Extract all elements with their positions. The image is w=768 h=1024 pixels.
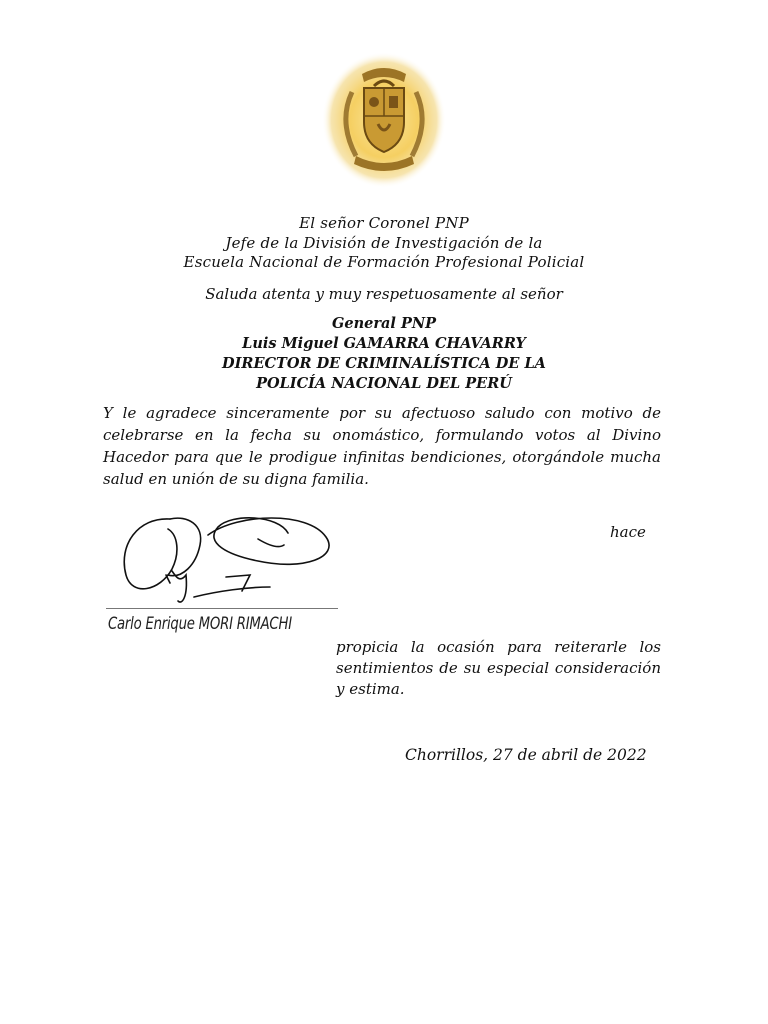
- body-paragraph: Y le agradece sinceramente por su afectuoso saludo con motivo de celebrarse en la fecha su onomástico, formulando votos al Divino Hacedor para que le prodigue infinitas bendiciones, otorgándole mucha salud en unión de su digna familia.: [103, 404, 661, 488]
- recipient-name: Luis Miguel GAMARRA CHAVARRY: [242, 335, 526, 352]
- recipient-rank: General PNP: [331, 315, 437, 332]
- handwritten-signature: [108, 505, 348, 615]
- sender-line-3: Escuela Nacional de Formación Profesional Policial: [183, 253, 585, 271]
- signatory-name: Carlo Enrique MORI RIMACHI: [108, 614, 292, 634]
- closing-paragraph: propicia la ocasión para reiterarle los sentimientos de su especial consideración y estima.: [336, 638, 661, 698]
- recipient-title-2: POLICÍA NACIONAL DEL PERÚ: [256, 375, 512, 392]
- greeting-line: Saluda atenta y muy respetuosamente al señor: [205, 285, 563, 303]
- police-emblem: [322, 52, 446, 188]
- sender-line-1: El señor Coronel PNP: [299, 214, 469, 232]
- recipient-title-1: DIRECTOR DE CRIMINALÍSTICA DE LA: [222, 355, 546, 372]
- hace-word: hace: [610, 523, 646, 541]
- sender-header: [0, 214, 768, 273]
- sender-line-2: Jefe de la División de Investigación de la: [225, 233, 543, 252]
- recipient-block: [0, 314, 768, 394]
- signature-line: [106, 608, 338, 609]
- date-line: Chorrillos, 27 de abril de 2022: [405, 746, 647, 764]
